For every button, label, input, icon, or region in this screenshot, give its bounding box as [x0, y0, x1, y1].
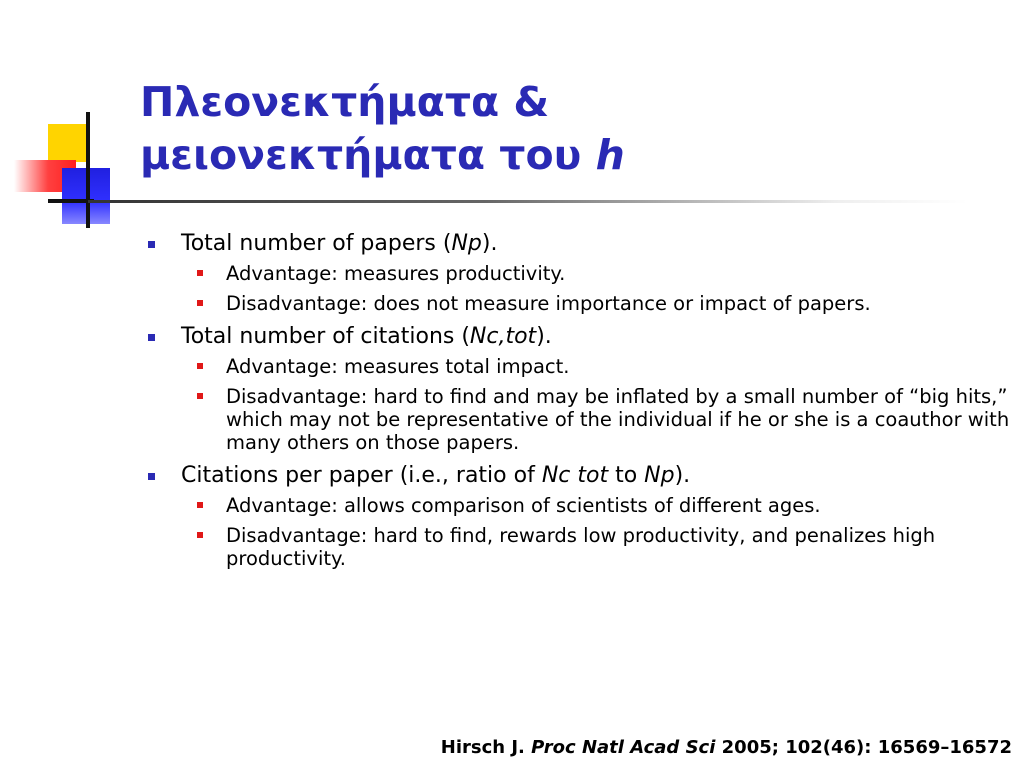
- decor-vertical-line: [86, 112, 90, 228]
- citation-details: 2005; 102(46): 16569–16572: [715, 737, 1012, 758]
- title-line-2: μειονεκτήματα του: [140, 131, 582, 179]
- sub-bullet-square-icon: [197, 363, 203, 369]
- bullet-list: [148, 228, 1010, 578]
- sub-bullet-advantage: Advantage: measures total impact.: [226, 355, 1010, 378]
- sub-bullet-square-icon: [197, 300, 203, 306]
- sub-list-total-papers: [148, 262, 1010, 315]
- bullet-square-icon: [148, 241, 155, 248]
- bullet-square-icon: [148, 473, 155, 480]
- title-underline: [88, 200, 968, 203]
- citation-author: Hirsch J.: [440, 737, 532, 758]
- bullet-total-papers: Total number of papers (Np).: [148, 230, 1010, 258]
- sub-bullet-square-icon: [197, 270, 203, 276]
- sub-bullet-square-icon: [197, 532, 203, 538]
- sub-list-total-citations: [148, 355, 1010, 454]
- sub-list-citations-per-paper: [148, 494, 1010, 570]
- sub-bullet-square-icon: [197, 502, 203, 508]
- bullet-total-citations: Total number of citations (Nc,tot).: [148, 323, 1010, 351]
- sub-bullet-disadvantage: Disadvantage: does not measure importance or impact of papers.: [226, 292, 1010, 315]
- slide-title: [140, 76, 625, 182]
- title-line-1: Πλεονεκτήματα &: [140, 78, 550, 126]
- sub-bullet-disadvantage: Disadvantage: hard to find, rewards low productivity, and penalizes high productivity.: [226, 524, 1010, 570]
- sub-bullet-disadvantage: Disadvantage: hard to find and may be inflated by a small number of “big hits,” which may not be representative of the individual if he or she is a coauthor with many others on those papers.: [226, 385, 1010, 454]
- bullet-square-icon: [148, 334, 155, 341]
- sub-bullet-advantage: Advantage: allows comparison of scientists of different ages.: [226, 494, 1010, 517]
- corner-decoration: [0, 0, 140, 240]
- sub-bullet-advantage: Advantage: measures productivity.: [226, 262, 1010, 285]
- decor-yellow-square: [48, 124, 88, 162]
- citation-journal: Proc Natl Acad Sci: [531, 737, 716, 758]
- title-h-symbol: h: [595, 131, 625, 179]
- reference-citation: [441, 736, 1012, 760]
- sub-bullet-square-icon: [197, 393, 203, 399]
- bullet-citations-per-paper: Citations per paper (i.e., ratio of Nc tot to Np).: [148, 462, 1010, 490]
